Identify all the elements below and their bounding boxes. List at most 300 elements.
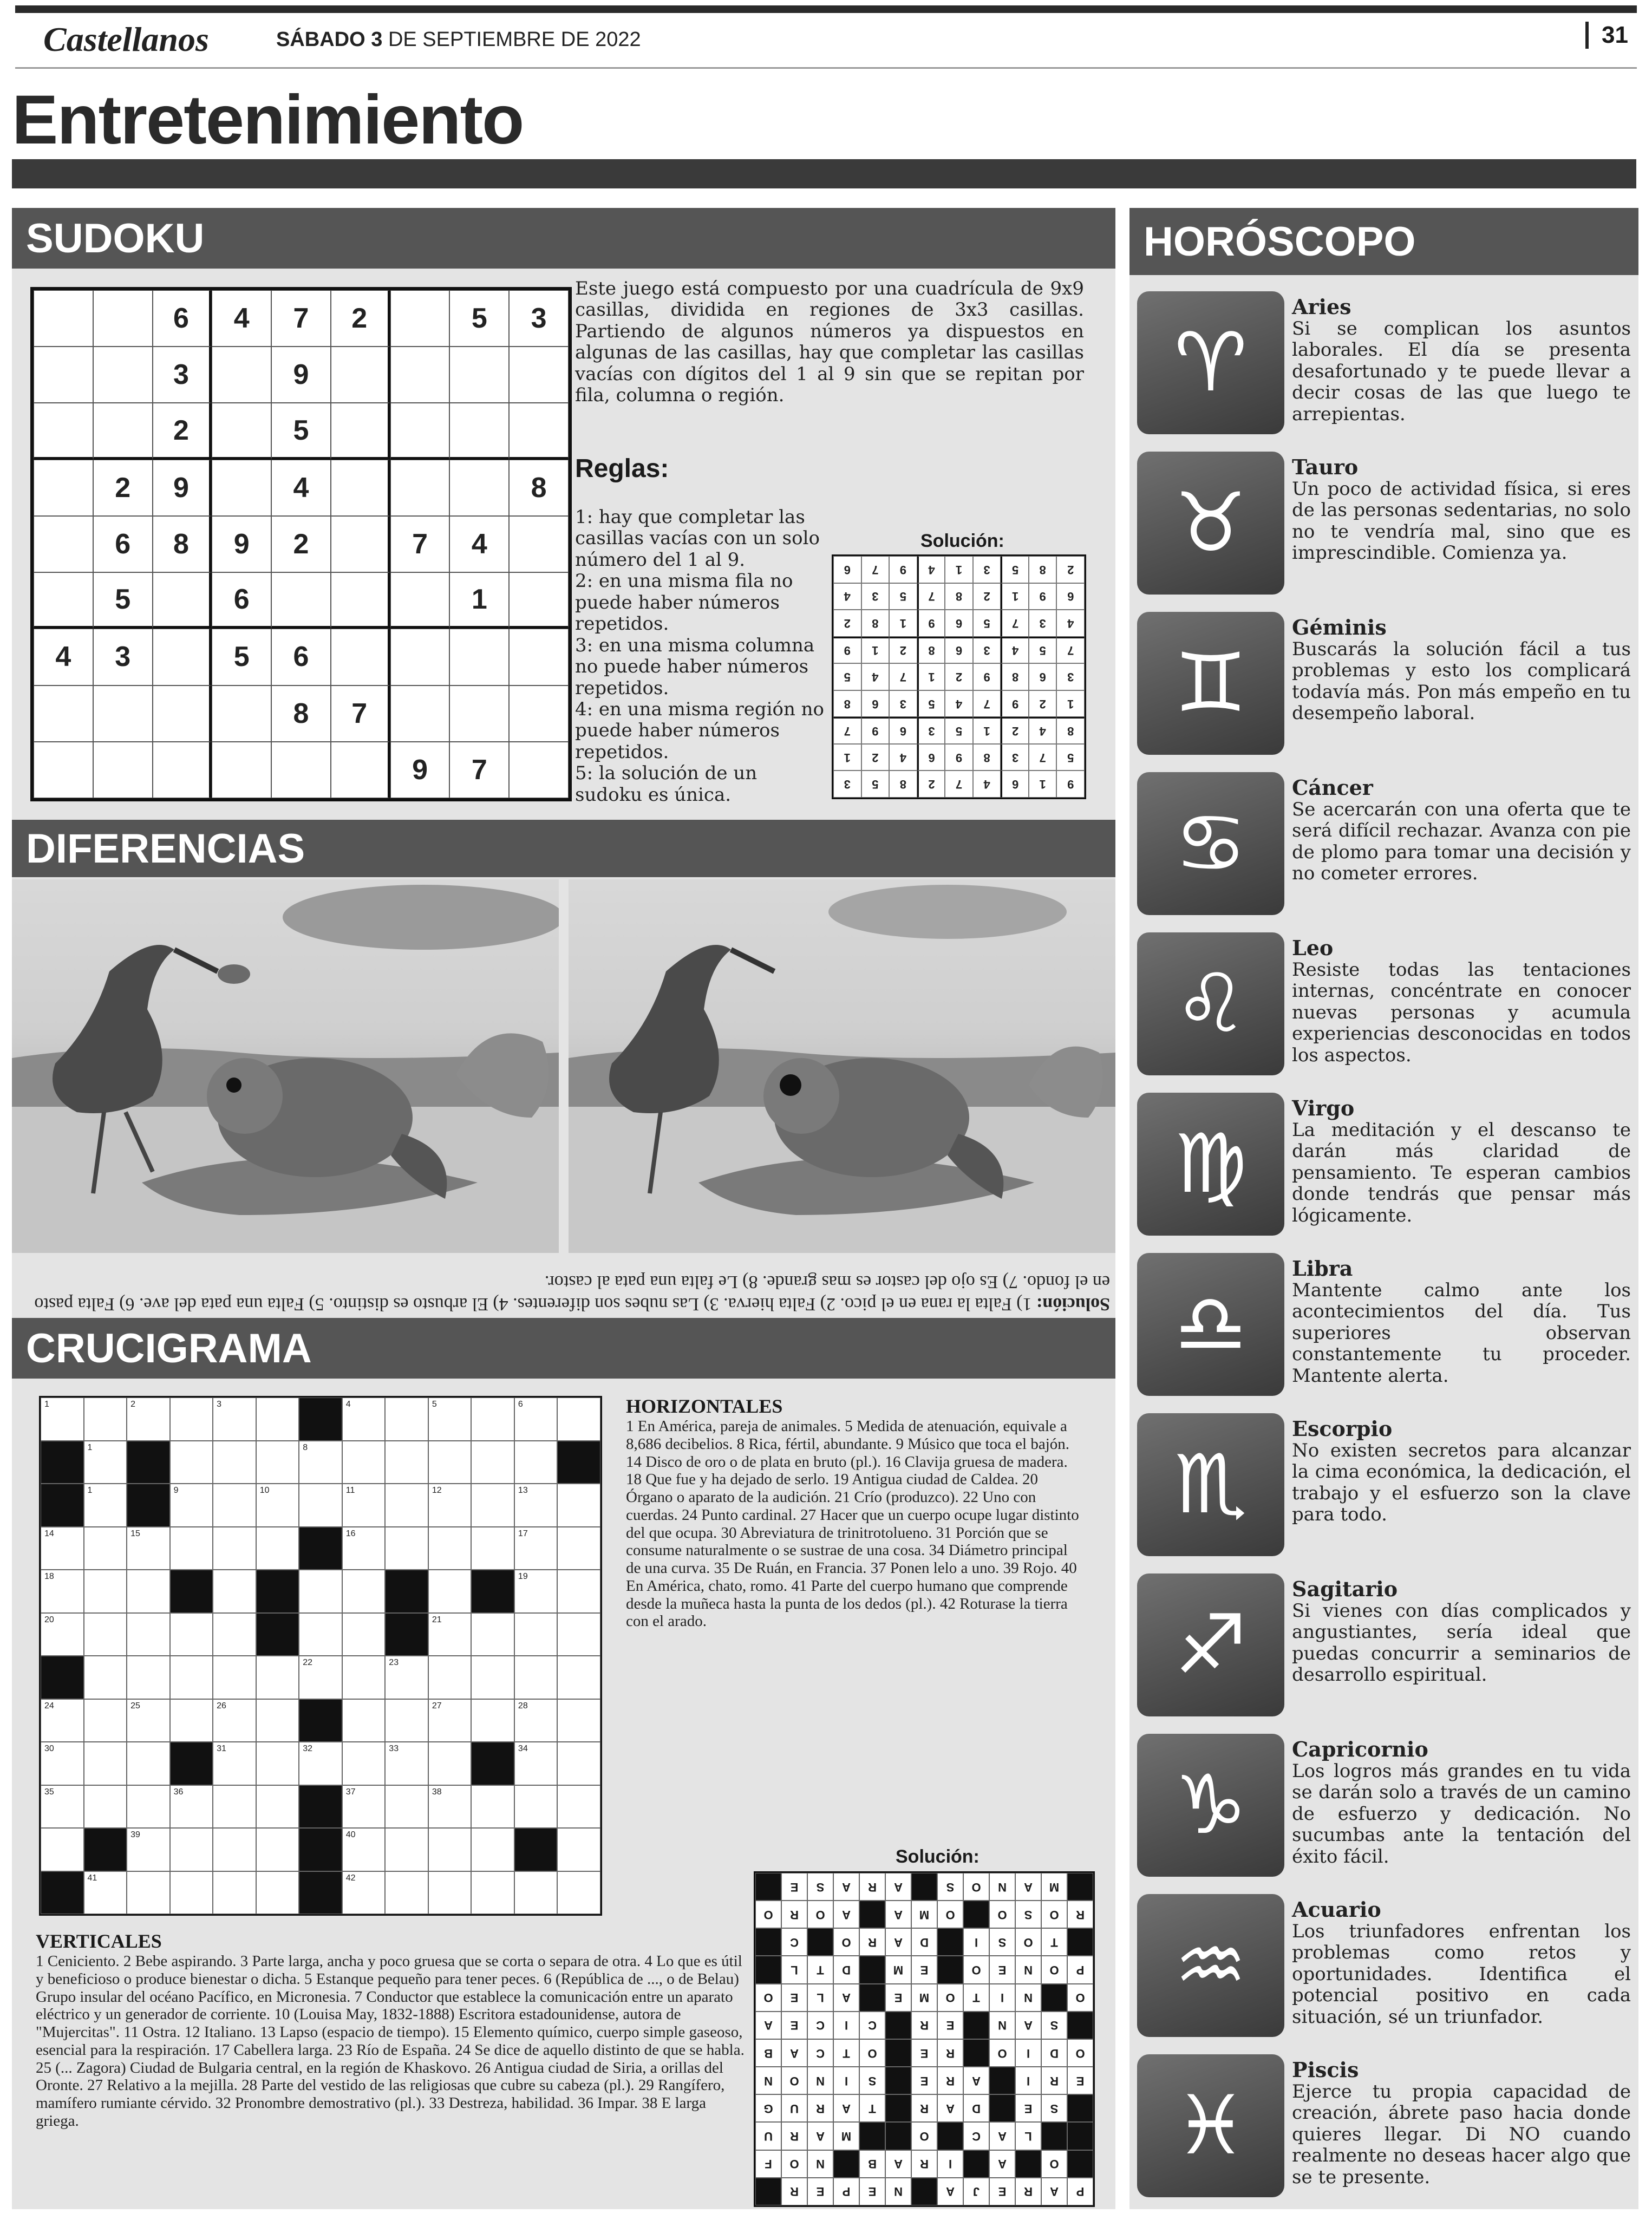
crossword-cell[interactable] bbox=[84, 1527, 127, 1570]
solution-block bbox=[807, 1928, 833, 1956]
crossword-cell[interactable] bbox=[256, 1398, 299, 1441]
solution-block bbox=[963, 2039, 989, 2067]
solution-cell: O bbox=[833, 1928, 859, 1956]
sign-forecast: La meditación y el descanso te darán más claridad de pensamiento. Te esperan cambios donde tendrás que pensar más lógicamente. bbox=[1292, 1119, 1631, 1226]
crossword-cell[interactable] bbox=[41, 1699, 84, 1742]
crossword-cell[interactable] bbox=[471, 1441, 514, 1484]
aquarius-icon: ♒ bbox=[1137, 1894, 1284, 2037]
crossword-cell[interactable] bbox=[342, 1871, 386, 1915]
crossword-cell[interactable] bbox=[170, 1785, 213, 1829]
crossword-cell[interactable] bbox=[471, 1484, 514, 1527]
crossword-cell[interactable] bbox=[127, 1570, 170, 1613]
crossword-cell[interactable] bbox=[471, 1527, 514, 1570]
sudoku-cell: 6 bbox=[271, 629, 331, 685]
crossword-cell[interactable] bbox=[41, 1742, 84, 1785]
crossword-cell[interactable] bbox=[557, 1656, 600, 1699]
solution-cell: O bbox=[989, 1901, 1015, 1928]
crossword-cell[interactable] bbox=[342, 1613, 386, 1656]
sudoku-cell: 6 bbox=[1056, 583, 1085, 610]
sudoku-cell: 2 bbox=[945, 663, 973, 690]
solution-cell: A bbox=[1041, 2178, 1067, 2205]
sudoku-cell: 5 bbox=[833, 663, 861, 690]
crossword-cell[interactable] bbox=[385, 1742, 428, 1785]
solution-block bbox=[1067, 2150, 1093, 2178]
crossword-cell[interactable] bbox=[514, 1742, 558, 1785]
crossword-cell[interactable] bbox=[41, 1527, 84, 1570]
solution-cell: R bbox=[1015, 2178, 1041, 2205]
sudoku-cell bbox=[93, 742, 153, 798]
sudoku-cell: 6 bbox=[945, 610, 973, 637]
crossword-cell[interactable] bbox=[557, 1699, 600, 1742]
crossword-cell[interactable] bbox=[514, 1699, 558, 1742]
crossword-cell[interactable] bbox=[471, 1398, 514, 1441]
crossword-cell[interactable] bbox=[342, 1742, 386, 1785]
sudoku-cell bbox=[390, 290, 450, 347]
crossword-cell[interactable] bbox=[213, 1742, 256, 1785]
solution-cell: O bbox=[937, 1901, 963, 1928]
crossword-cell[interactable] bbox=[342, 1570, 386, 1613]
crossword-cell[interactable] bbox=[127, 1699, 170, 1742]
crossword-block bbox=[385, 1570, 428, 1613]
sudoku-cell: 2 bbox=[271, 516, 331, 572]
crossword-cell[interactable] bbox=[84, 1742, 127, 1785]
solution-block bbox=[989, 2067, 1015, 2094]
crossword-cell[interactable] bbox=[514, 1613, 558, 1656]
solution-block bbox=[859, 2123, 885, 2150]
crossword-cell[interactable] bbox=[428, 1785, 472, 1829]
crossword-cell[interactable] bbox=[471, 1871, 514, 1915]
leo-icon: ♌ bbox=[1137, 932, 1284, 1075]
clue-number: 41 bbox=[87, 1873, 97, 1883]
crossword-cell[interactable] bbox=[514, 1785, 558, 1829]
solution-cell: O bbox=[807, 1901, 833, 1928]
sudoku-cell bbox=[153, 742, 212, 798]
sudoku-cell bbox=[390, 629, 450, 685]
crossword-cell[interactable] bbox=[385, 1871, 428, 1915]
crossword-cell[interactable] bbox=[557, 1484, 600, 1527]
sudoku-cell bbox=[212, 460, 271, 516]
sudoku-cell: 8 bbox=[1001, 663, 1029, 690]
solution-cell: M bbox=[1041, 1873, 1067, 1901]
sudoku-cell: 4 bbox=[917, 556, 945, 583]
sudoku-cell: 4 bbox=[449, 516, 509, 572]
crossword-cell[interactable] bbox=[170, 1527, 213, 1570]
crossword-cell[interactable] bbox=[557, 1613, 600, 1656]
verticales-clues: 1 Ceniciento. 2 Bebe aspirando. 3 Parte larga, ancha y poco gruesa que se corta o separa de otra. 4 Lo que es útil y beneficioso o produce bienestar o dicha. 5 Estanque pequeño para tener peces. 6 (República de ..., o de Belau) Grupo insular del océano Pacífico, en Micronesia. 7 Conductor que establece la comunicación entre un aparato eléctrico y un generador de corriente. 10 (Louisa May, 1832-1888) Escritora estadounidense, autora de "Mujercitas". 11 Ostra. 12 Italiano. 13 Lapso (espacio de tiempo). 15 Elemento químico, cuerpo simple gaseoso, esencial para la respiración. 17 Cabellera larga. 23 Río de España. 24 Se dice de aquello distinto de que se habla. 25 (... Zagora) Ciudad de Bulgaria central, en la región de Khaskovo. 26 Antigua ciudad de Siria, a orillas del Oronte. 27 Relativo a la mejilla. 28 Parte del vestido de las religiosas que cubre su cabeza (pl.). 29 Rangífero, mamífero rumiante cérvido. 32 Pronombre demostrativo (pl.). 33 Destreza, habilidad. 36 Impar. 38 E larga griega. bbox=[36, 1953, 745, 2130]
sudoku-cell: 1 bbox=[833, 744, 861, 771]
sudoku-cell bbox=[449, 629, 509, 685]
sudoku-cell bbox=[271, 742, 331, 798]
crossword-cell[interactable] bbox=[299, 1441, 342, 1484]
crossword-cell[interactable] bbox=[84, 1570, 127, 1613]
sudoku-cell: 7 bbox=[1056, 637, 1085, 664]
sudoku-cell: 8 bbox=[509, 460, 569, 516]
crossword-cell[interactable] bbox=[428, 1527, 472, 1570]
solution-cell: L bbox=[1015, 2123, 1041, 2150]
issue-date: SÁBADO 3 DE SEPTIEMBRE DE 2022 bbox=[276, 28, 641, 51]
crossword-cell[interactable] bbox=[428, 1441, 472, 1484]
crossword-cell[interactable] bbox=[213, 1828, 256, 1871]
solution-cell: E bbox=[1067, 2067, 1093, 2094]
crossword-cell[interactable] bbox=[170, 1398, 213, 1441]
crossword-cell[interactable] bbox=[41, 1785, 84, 1829]
solution-cell: R bbox=[859, 1873, 885, 1901]
solution-cell: O bbox=[963, 1956, 989, 1984]
crossword-cell[interactable] bbox=[84, 1613, 127, 1656]
crossword-cell[interactable] bbox=[385, 1699, 428, 1742]
crossword-cell[interactable] bbox=[557, 1785, 600, 1829]
solution-cell: A bbox=[937, 2178, 963, 2205]
solution-cell: R bbox=[859, 1928, 885, 1956]
crossword-cell[interactable] bbox=[471, 1785, 514, 1829]
crossword-cell[interactable] bbox=[342, 1828, 386, 1871]
crossword-cell[interactable] bbox=[514, 1398, 558, 1441]
crossword-cell[interactable] bbox=[428, 1828, 472, 1871]
sudoku-cell: 2 bbox=[889, 637, 917, 664]
crossword-cell[interactable] bbox=[299, 1484, 342, 1527]
clue-number: 6 bbox=[518, 1400, 523, 1409]
crossword-cell[interactable] bbox=[514, 1527, 558, 1570]
crossword-cell[interactable] bbox=[471, 1613, 514, 1656]
clue-number: 17 bbox=[518, 1529, 528, 1538]
clue-number: 31 bbox=[217, 1744, 226, 1753]
sudoku-cell: 2 bbox=[833, 610, 861, 637]
crossword-cell[interactable] bbox=[514, 1441, 558, 1484]
crossword-cell[interactable] bbox=[557, 1527, 600, 1570]
sign-name: Capricornio bbox=[1292, 1737, 1428, 1761]
solution-block bbox=[963, 1901, 989, 1928]
solution-block bbox=[1067, 1873, 1093, 1901]
clue-number: 1 bbox=[44, 1400, 49, 1409]
solution-cell: B bbox=[859, 2150, 885, 2178]
heron-beaver-scene-right bbox=[569, 879, 1115, 1253]
solution-cell: E bbox=[781, 2012, 807, 2039]
solution-cell: M bbox=[833, 2123, 859, 2150]
sudoku-cell: 7 bbox=[449, 742, 509, 798]
sudoku-cell: 7 bbox=[1029, 744, 1057, 771]
crossword-cell[interactable] bbox=[213, 1699, 256, 1742]
crossword-cell[interactable] bbox=[41, 1398, 84, 1441]
solution-cell: C bbox=[859, 2012, 885, 2039]
solution-cell: A bbox=[963, 2067, 989, 2094]
sudoku-cell: 3 bbox=[973, 637, 1001, 664]
sudoku-cell bbox=[153, 685, 212, 742]
crossword-cell[interactable] bbox=[256, 1871, 299, 1915]
sudoku-cell: 4 bbox=[212, 290, 271, 347]
sign-forecast: Mantente calmo ante los acontecimientos del día. Tus superiores observan constantemente tu proceder. Mantente alerta. bbox=[1292, 1279, 1631, 1387]
crossword-cell[interactable] bbox=[84, 1398, 127, 1441]
crossword-cell[interactable] bbox=[342, 1484, 386, 1527]
horoscope-entry bbox=[1129, 768, 1638, 925]
crossword-cell[interactable] bbox=[84, 1656, 127, 1699]
rules-title: Reglas: bbox=[575, 454, 669, 483]
crossword-cell[interactable] bbox=[557, 1742, 600, 1785]
crossword-block bbox=[299, 1398, 342, 1441]
crossword-cell[interactable] bbox=[342, 1785, 386, 1829]
crossword-cell[interactable] bbox=[471, 1828, 514, 1871]
clue-number: 13 bbox=[518, 1486, 528, 1495]
horoscope-entry bbox=[1129, 1569, 1638, 1726]
rule-item: 2: en una misma fila no puede haber números repetidos. bbox=[575, 570, 793, 635]
crossword-cell[interactable] bbox=[557, 1570, 600, 1613]
crossword-cell[interactable] bbox=[127, 1613, 170, 1656]
solution-cell: O bbox=[937, 1984, 963, 2012]
crossword-cell[interactable] bbox=[213, 1785, 256, 1829]
crossword-cell[interactable] bbox=[256, 1441, 299, 1484]
crossword-cell[interactable] bbox=[299, 1570, 342, 1613]
crossword-cell[interactable] bbox=[256, 1828, 299, 1871]
sudoku-cell bbox=[449, 403, 509, 459]
sudoku-cell: 9 bbox=[917, 610, 945, 637]
crossword-block bbox=[41, 1484, 84, 1527]
crossword-cell[interactable] bbox=[170, 1871, 213, 1915]
crossword-cell[interactable] bbox=[84, 1871, 127, 1915]
crossword-cell[interactable] bbox=[514, 1871, 558, 1915]
crossword-cell[interactable] bbox=[342, 1398, 386, 1441]
crossword-cell[interactable] bbox=[514, 1484, 558, 1527]
sudoku-cell bbox=[390, 572, 450, 629]
solution-cell: O bbox=[1041, 1901, 1067, 1928]
rule-item: 1: hay que completar las casillas vacías con un solo número del 1 al 9. bbox=[575, 506, 820, 571]
solution-block bbox=[859, 1901, 885, 1928]
newspaper-logo: Castellanos bbox=[43, 20, 209, 58]
sudoku-cell: 5 bbox=[449, 290, 509, 347]
sudoku-cell: 7 bbox=[331, 685, 390, 742]
sign-name: Acuario bbox=[1292, 1897, 1381, 1922]
crossword-cell[interactable] bbox=[41, 1828, 84, 1871]
sign-forecast: Los logros más grandes en tu vida se darán solo a través de un camino de esfuerzo y dedicación. No sucumbas ante la tentación del éxito fácil. bbox=[1292, 1760, 1631, 1868]
crossword-cell[interactable] bbox=[385, 1441, 428, 1484]
crossword-cell[interactable] bbox=[84, 1699, 127, 1742]
sudoku-cell bbox=[331, 572, 390, 629]
crossword-cell[interactable] bbox=[428, 1484, 472, 1527]
clue-number: 24 bbox=[44, 1701, 54, 1710]
crossword-cell[interactable] bbox=[170, 1699, 213, 1742]
crossword-cell[interactable] bbox=[170, 1656, 213, 1699]
crossword-cell[interactable] bbox=[385, 1785, 428, 1829]
crossword-cell[interactable] bbox=[471, 1656, 514, 1699]
solution-cell: A bbox=[885, 1928, 911, 1956]
solution-block bbox=[1067, 2123, 1093, 2150]
crossword-cell[interactable] bbox=[428, 1656, 472, 1699]
crossword-cell[interactable] bbox=[299, 1656, 342, 1699]
sudoku-cell: 4 bbox=[271, 460, 331, 516]
sudoku-cell bbox=[34, 572, 93, 629]
crossword-cell[interactable] bbox=[256, 1656, 299, 1699]
clue-number: 21 bbox=[432, 1615, 442, 1624]
crossword-cell[interactable] bbox=[428, 1742, 472, 1785]
crossword-block bbox=[299, 1527, 342, 1570]
sudoku-grid bbox=[30, 287, 572, 801]
solution-block bbox=[859, 1956, 885, 1984]
sign-forecast: Si se complican los asuntos laborales. El día se presenta desafortunado y te puede llevar a decir cosas de las que luego te arrepientas. bbox=[1292, 318, 1631, 425]
sudoku-cell: 2 bbox=[93, 460, 153, 516]
solution-block bbox=[755, 1928, 781, 1956]
solution-cell: M bbox=[911, 1901, 937, 1928]
sudoku-cell: 4 bbox=[1029, 717, 1057, 744]
crossword-cell[interactable] bbox=[428, 1570, 472, 1613]
sign-name: Escorpio bbox=[1292, 1416, 1393, 1441]
cancer-icon: ♋ bbox=[1137, 772, 1284, 915]
crossword-cell[interactable] bbox=[256, 1527, 299, 1570]
sudoku-cell: 5 bbox=[889, 583, 917, 610]
crossword-cell[interactable] bbox=[557, 1828, 600, 1871]
sudoku-cell: 8 bbox=[153, 516, 212, 572]
horoscope-entry bbox=[1129, 608, 1638, 765]
sign-name: Piscis bbox=[1292, 2058, 1359, 2082]
rule-item: 4: en una misma región no puede haber números repetidos. bbox=[575, 698, 825, 763]
crossword-cell[interactable] bbox=[84, 1484, 127, 1527]
sudoku-cell: 5 bbox=[1001, 556, 1029, 583]
solution-cell: N bbox=[807, 2067, 833, 2094]
clue-number: 28 bbox=[518, 1701, 528, 1710]
solution-block bbox=[859, 1984, 885, 2012]
solution-cell: O bbox=[781, 2150, 807, 2178]
crossword-cell[interactable] bbox=[127, 1527, 170, 1570]
clue-number: 3 bbox=[217, 1400, 222, 1409]
solution-cell: R bbox=[937, 2039, 963, 2067]
sudoku-cell bbox=[34, 460, 93, 516]
clue-number: 22 bbox=[303, 1658, 313, 1667]
crossword-cell[interactable] bbox=[84, 1441, 127, 1484]
sudoku-description: Este juego está compuesto por una cuadrícula de 9x9 casillas, dividida en regiones de 3x3 casillas. Partiendo de algunos números ya dispuestos en algunas de las casillas, hay que completar las casillas vacías con dígitos del 1 al 9 sin que se repitan por fila, columna o región. bbox=[575, 278, 1084, 407]
crossword-cell[interactable] bbox=[256, 1699, 299, 1742]
crossword-cell[interactable] bbox=[514, 1656, 558, 1699]
solution-cell: N bbox=[885, 2178, 911, 2205]
sudoku-cell: 1 bbox=[1056, 690, 1085, 717]
crossword-block bbox=[385, 1613, 428, 1656]
clue-number: 8 bbox=[303, 1442, 308, 1452]
crossword-cell[interactable] bbox=[557, 1398, 600, 1441]
crossword-cell[interactable] bbox=[428, 1398, 472, 1441]
diferencias-solution: Solución: 1) Falta la rana en el pico. 2) Falta hierva. 3) Las nubes son diferentes. 4) El arbusto es distinto. 5) Falta una pata del ave. 6) Falta pasto en el fondo. 7) Es ojo del castor es mas grande. 8) Le falta una pata al castor. bbox=[34, 1272, 1110, 1314]
crossword-cell[interactable] bbox=[385, 1484, 428, 1527]
solution-cell: L bbox=[807, 1984, 833, 2012]
solution-cell: E bbox=[989, 1956, 1015, 1984]
crossword-cell[interactable] bbox=[385, 1828, 428, 1871]
crossword-cell[interactable] bbox=[170, 1441, 213, 1484]
crossword-cell[interactable] bbox=[41, 1570, 84, 1613]
crossword-cell[interactable] bbox=[213, 1570, 256, 1613]
solution-cell: R bbox=[911, 2012, 937, 2039]
clue-number: 36 bbox=[173, 1787, 184, 1797]
clue-number: 18 bbox=[44, 1572, 54, 1581]
solution-cell: S bbox=[1041, 2094, 1067, 2122]
crossword-cell[interactable] bbox=[170, 1828, 213, 1871]
sudoku-cell: 5 bbox=[271, 403, 331, 459]
crossword-cell[interactable] bbox=[170, 1613, 213, 1656]
sudoku-cell: 9 bbox=[861, 717, 890, 744]
sudoku-cell bbox=[212, 685, 271, 742]
crossword-cell[interactable] bbox=[342, 1656, 386, 1699]
crossword-cell[interactable] bbox=[428, 1699, 472, 1742]
sudoku-cell: 6 bbox=[212, 572, 271, 629]
solution-cell: O bbox=[1067, 2039, 1093, 2067]
horizontales-block bbox=[626, 1395, 1081, 1630]
crossword-cell[interactable] bbox=[299, 1742, 342, 1785]
crossword-cell[interactable] bbox=[342, 1699, 386, 1742]
solution-cell: R bbox=[937, 2067, 963, 2094]
crossword-cell[interactable] bbox=[428, 1613, 472, 1656]
solution-cell: A bbox=[833, 1984, 859, 2012]
crossword-cell[interactable] bbox=[127, 1828, 170, 1871]
sudoku-cell bbox=[34, 290, 93, 347]
crossword-cell[interactable] bbox=[127, 1785, 170, 1829]
crossword-cell[interactable] bbox=[127, 1871, 170, 1915]
crossword-cell[interactable] bbox=[84, 1785, 127, 1829]
crossword-cell[interactable] bbox=[385, 1656, 428, 1699]
horizontales-clues: 1 En América, pareja de animales. 5 Medida de atenuación, equivale a 8,686 decibelios. 8 Rica, fértil, abundante. 9 Músico que toca el bajón. 14 Disco de oro o de plata en bruto (pl.). 16 Clavija gruesa de madera. 18 Que fue y ha dejado de serlo. 19 Antigua ciudad de Caldea. 20 Órgano o aparato de la audición. 21 Crío (produzco). 22 Uno con cuerdas. 24 Punto cardinal. 27 Hacer que un cuerpo ocupe lugar distinto del que ocupa. 30 Abreviatura de trinitrotolueno. 31 Porción que se consume naturalmente o se sustrae de una cosa. 34 Diámetro principal de una curva. 35 De Ruán, en Francia. 37 Ponen lelo a uno. 39 Rojo. 40 En América, chato, romo. 41 Parte del cuerpo humano que comprende desde la muñeca hasta la punta de los dedos (pl.). 42 Roturase la tierra con el arado. bbox=[626, 1418, 1079, 1630]
crossword-cell[interactable] bbox=[256, 1785, 299, 1829]
crossword-cell[interactable] bbox=[342, 1527, 386, 1570]
sudoku-cell: 5 bbox=[1029, 637, 1057, 664]
crossword-cell[interactable] bbox=[213, 1398, 256, 1441]
sudoku-cell: 1 bbox=[861, 637, 890, 664]
crossword-cell[interactable] bbox=[127, 1742, 170, 1785]
rule-item: 5: la solución de un sudoku es única. bbox=[575, 762, 758, 806]
taurus-icon: ♉ bbox=[1137, 452, 1284, 595]
crossword-cell[interactable] bbox=[127, 1656, 170, 1699]
crossword-block bbox=[41, 1656, 84, 1699]
crossword-cell[interactable] bbox=[213, 1613, 256, 1656]
crossword-cell[interactable] bbox=[385, 1398, 428, 1441]
crossword-cell[interactable] bbox=[514, 1570, 558, 1613]
crossword-block bbox=[471, 1742, 514, 1785]
crossword-cell[interactable] bbox=[213, 1871, 256, 1915]
solution-cell: A bbox=[885, 1901, 911, 1928]
top-rule bbox=[15, 5, 1637, 13]
crossword-cell[interactable] bbox=[557, 1871, 600, 1915]
clue-number: 1 bbox=[87, 1442, 93, 1452]
crossword-cell[interactable] bbox=[256, 1742, 299, 1785]
sudoku-cell bbox=[509, 516, 569, 572]
crossword-cell[interactable] bbox=[170, 1484, 213, 1527]
crossword-cell[interactable] bbox=[41, 1613, 84, 1656]
solution-block bbox=[885, 2067, 911, 2094]
solution-cell: S bbox=[937, 1873, 963, 1901]
crossword-cell[interactable] bbox=[127, 1398, 170, 1441]
solution-cell: D bbox=[911, 1928, 937, 1956]
sudoku-cell: 7 bbox=[271, 290, 331, 347]
crossword-cell[interactable] bbox=[385, 1527, 428, 1570]
crossword-cell[interactable] bbox=[299, 1613, 342, 1656]
crossword-cell[interactable] bbox=[342, 1441, 386, 1484]
crossword-cell[interactable] bbox=[213, 1527, 256, 1570]
verticales-block bbox=[36, 1930, 745, 2130]
clue-number: 23 bbox=[389, 1658, 399, 1667]
solution-block bbox=[963, 2150, 989, 2178]
sign-forecast: Buscarás la solución fácil a tus problemas y esto los complicará todavía más. Pon más empeño en tu desempeño laboral. bbox=[1292, 638, 1631, 724]
clue-number: 25 bbox=[130, 1701, 140, 1710]
solution-cell: T bbox=[833, 2039, 859, 2067]
crossword-cell[interactable] bbox=[256, 1484, 299, 1527]
solution-cell: B bbox=[755, 2039, 781, 2067]
crossword-cell[interactable] bbox=[213, 1484, 256, 1527]
crossword-cell[interactable] bbox=[428, 1871, 472, 1915]
sudoku-cell: 7 bbox=[973, 690, 1001, 717]
sudoku-cell: 3 bbox=[973, 556, 1001, 583]
solution-block bbox=[885, 2039, 911, 2067]
solution-cell: F bbox=[755, 2150, 781, 2178]
crossword-cell[interactable] bbox=[213, 1656, 256, 1699]
crossword-block bbox=[514, 1828, 558, 1871]
crossword-cell[interactable] bbox=[213, 1441, 256, 1484]
sudoku-cell bbox=[390, 347, 450, 403]
crossword-cell[interactable] bbox=[471, 1699, 514, 1742]
solution-cell: D bbox=[963, 2094, 989, 2122]
sudoku-cell: 8 bbox=[889, 771, 917, 798]
clue-number: 19 bbox=[518, 1572, 528, 1581]
